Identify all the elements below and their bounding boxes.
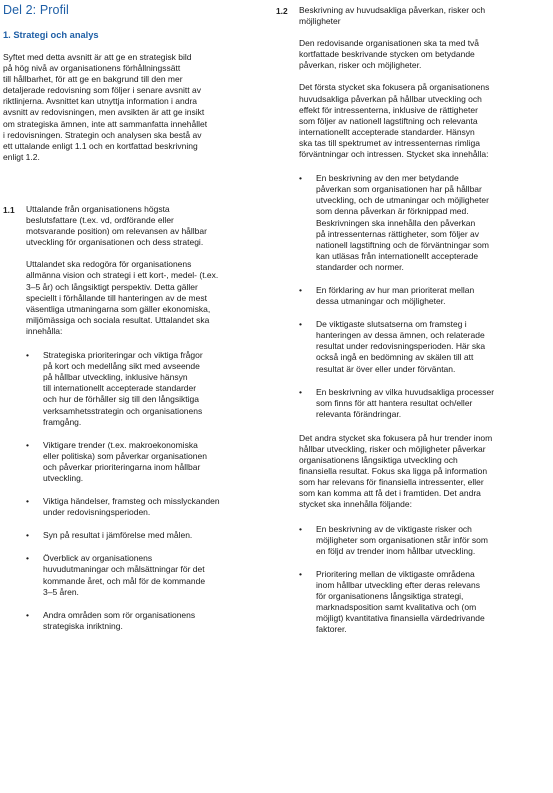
section-1-1-paragraph-1: Uttalande från organisationens högsta beslutsfattare (t.ex. vd, ordförande eller motsvarande position) om relevansen av hållbar utveckling för organisationen och dess strategi. — [26, 204, 207, 248]
list-item: • Viktigare trender (t.ex. makroekonomiska eller politiska) som påverkar organisationen och påverkar prioriteringarna inom hållbar utveckling. — [26, 440, 266, 484]
section-number-1-2: 1.2 — [276, 6, 288, 16]
section-1-2-paragraph-2: Det första stycket ska fokusera på organisationens huvudsakliga påverkan på hållbar utveckling och effekt för intressenterna, inklusive de rättigheter som följer av nationell lagstiftning och relevanta internationellt accepterade standarder. Hänsyn ska tas till spektrumet av intressenternas rimliga förväntningar och intressen. Stycket ska innehålla: — [299, 82, 490, 160]
list-item: • En beskrivning av den mer betydande påverkan som organisationen har på hållbar utveckling, och de utmaningar och möjligheter som denna påverkan är förknippad med. Beskrivningen ska innehålla den påverkan på intressenternas rättigheter, som följer av nationell lagstiftning och de förväntningar som kan utläsas från internationellt accepterade standarder och normer. — [299, 173, 544, 273]
list-item: • Överblick av organisationens huvudutmaningar och målsättningar för det kommande året, och mål för de kommande 3–5 åren. — [26, 553, 266, 597]
list-item: • En beskrivning av de viktigaste risker och möjligheter som organisationen står inför som en följd av trender inom hållbar utveckling. — [299, 524, 544, 557]
section-number-1-1: 1.1 — [3, 205, 15, 215]
list-item: • Syn på resultat i jämförelse med målen. — [26, 530, 266, 541]
section-1-2-paragraph-3: Det andra stycket ska fokusera på hur trender inom hållbar utveckling, risker och möjligheter påverkar organisationens långsiktiga utveckling och finansiella resultat. Fokus ska ligga på information som har relevans för finansiella intressenter, eller som kan komma att få det i framtiden. Det andra stycket ska innehålla följande: — [299, 432, 493, 510]
list-item: • Andra områden som rör organisationens strategiska inriktning. — [26, 610, 266, 632]
section-1-2-body — [299, 5, 544, 635]
page-title: Del 2: Profil — [3, 3, 69, 17]
section-1-1-body — [26, 204, 266, 632]
intro-paragraph — [3, 52, 265, 163]
section-heading: 1. Strategi och analys — [3, 30, 99, 40]
section-1-2-bullet-list-2 — [299, 524, 544, 636]
section-1-2-bullet-list-1 — [299, 173, 544, 420]
section-1-2-paragraph-1: Den redovisande organisationen ska ta med två kortfattade beskrivande stycken om betydande påverkan, risker och möjligheter. — [299, 38, 480, 71]
list-item: • En beskrivning av vilka huvudsakliga processer som finns för att hantera resultat och/eller relevanta förändringar. — [299, 387, 544, 420]
section-1-1-paragraph-2: Uttalandet ska redogöra för organisationens allmänna vision och strategi i ett kort-, medel- (t.ex. 3–5 år) och långsiktigt perspektiv. Detta gäller speciellt i förhållande till hanteringen av de mest väsentliga utmaningarna som gäller ekonomiska, miljömässiga och sociala resultat. Uttalandet ska innehålla: — [26, 259, 219, 336]
list-item: • Strategiska prioriteringar och viktiga frågor på kort och medellång sikt med avseende på hållbar utveckling, inklusive hänsyn till internationellt accepterade standarder och hur de förhåller sig till den långsiktiga verksamhetsstrategin och organisationens framgång. — [26, 350, 266, 428]
section-1-2-heading: Beskrivning av huvudsakliga påverkan, risker och möjligheter — [299, 5, 486, 27]
list-item: • Prioritering mellan de viktigaste områdena inom hållbar utveckling efter deras relevans för organisationens långsiktiga strategi, marknadsposition samt kvalitativa och (om möjligt) kvantitativa finansiella värdedrivande faktorer. — [299, 569, 544, 636]
section-1-1-bullet-list — [26, 350, 266, 632]
list-item: • De viktigaste slutsatserna om framsteg i hanteringen av dessa ämnen, och relaterade resultat under redovisningsperioden. Här ska också ingå en bedömning av skälen till att resultat är över eller under förväntan. — [299, 319, 544, 374]
intro-text: Syftet med detta avsnitt är att ge en strategisk bild på hög nivå av organisationens förhållningssätt till hållbarhet, för att ge en bakgrund till den mer detaljerade redovisning som följer i senare avsnitt av riktlinjerna. Avsnittet kan utnyttja information i andra avsnitt av redovisningen, men avsikten är att ge insikt om strategiska ämnen, inte att sammanfatta innehållet i redovisningen. Strategin och analysen ska bestå av ett uttalande enligt 1.1 och en kortfattad beskrivning enligt 1.2. — [3, 52, 208, 162]
list-item: • Viktiga händelser, framsteg och misslyckanden under redovisningsperioden. — [26, 496, 266, 518]
list-item: • En förklaring av hur man prioriterat mellan dessa utmaningar och möjligheter. — [299, 285, 544, 307]
